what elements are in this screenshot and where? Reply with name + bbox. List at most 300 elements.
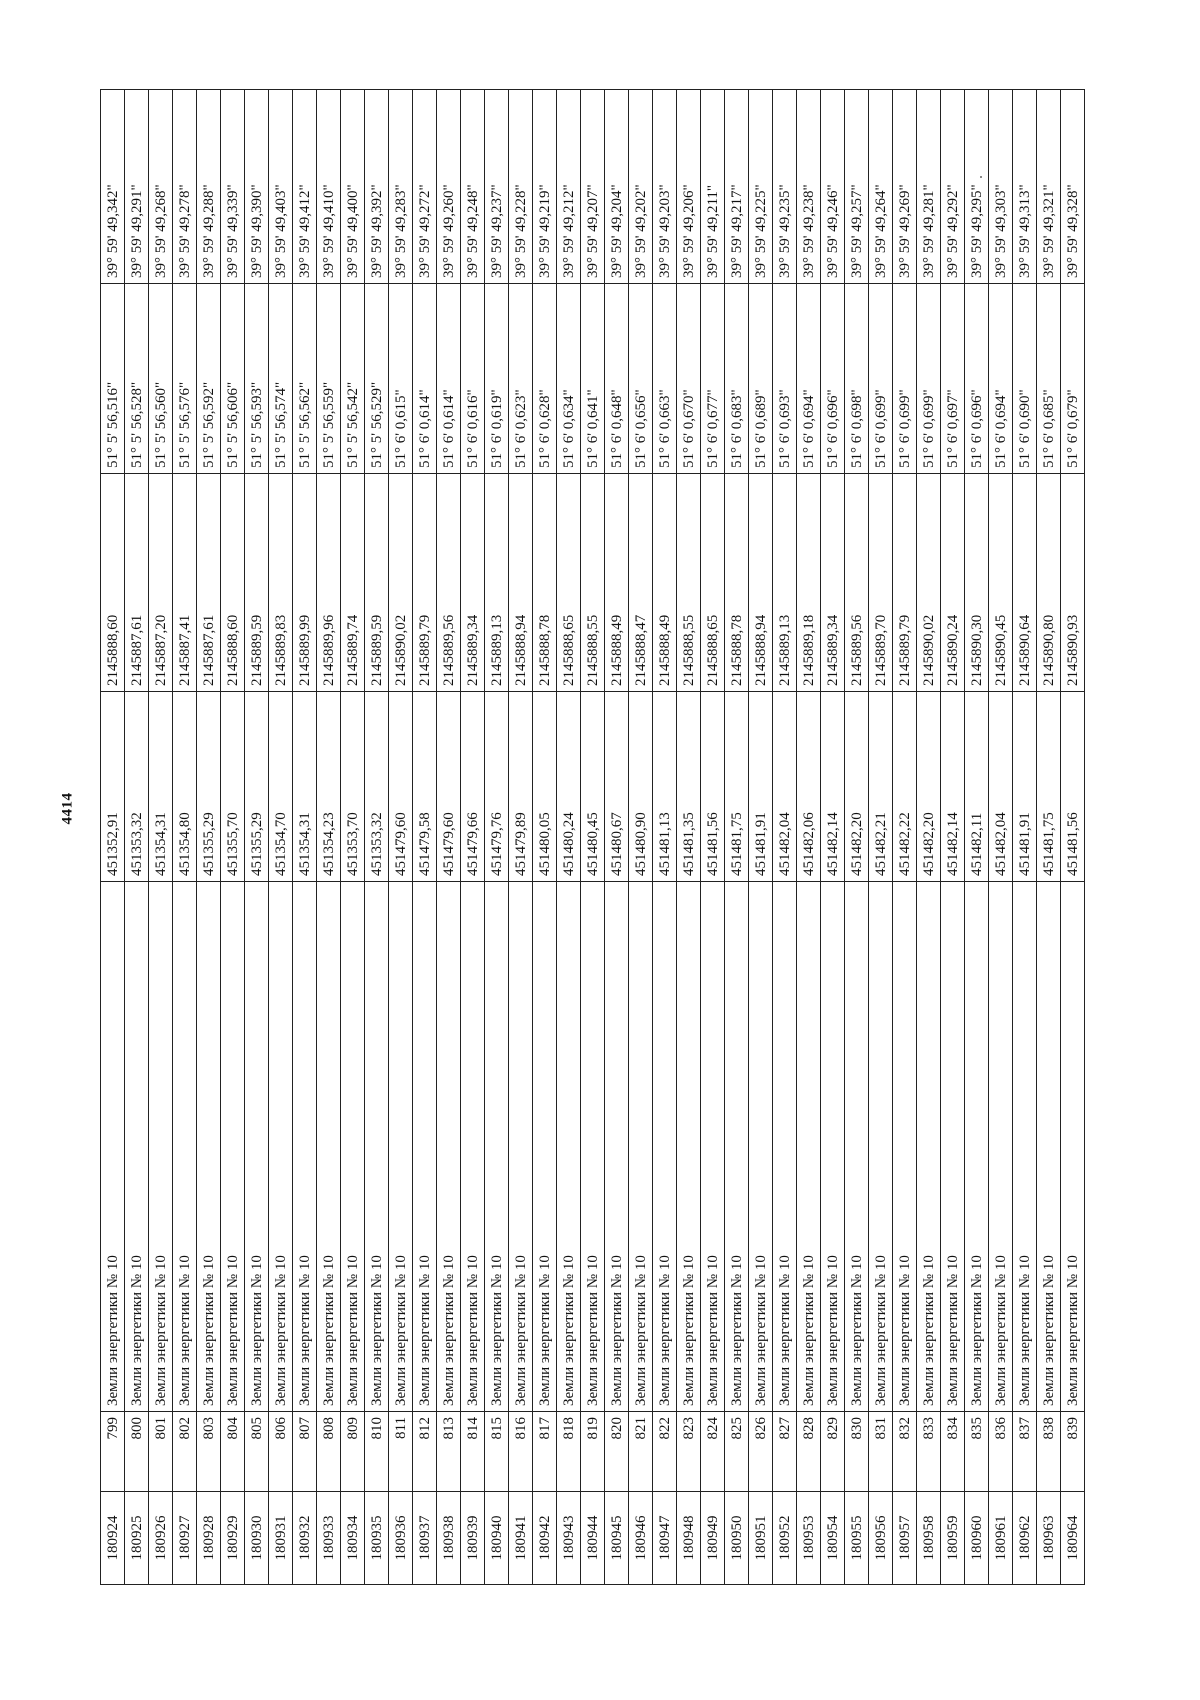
- y-coordinate-cell: 2145888,49: [605, 474, 629, 692]
- point-number-cell: 812: [413, 1412, 437, 1492]
- point-number-cell: 805: [245, 1412, 269, 1492]
- point-id-cell: 180942: [533, 1492, 557, 1585]
- land-category-cell: Земли энергетики № 10: [965, 882, 989, 1412]
- point-number-cell: 822: [653, 1412, 677, 1492]
- latitude-cell: 51° 5' 56,529": [365, 284, 389, 474]
- x-coordinate-cell: 451482,04: [989, 692, 1013, 882]
- point-id-cell: 180925: [125, 1492, 149, 1585]
- latitude-cell: 51° 6' 0,685": [1037, 284, 1061, 474]
- point-id-cell: 180945: [605, 1492, 629, 1585]
- y-coordinate-cell: 2145888,60: [101, 474, 125, 692]
- latitude-cell: 51° 6' 0,641": [581, 284, 605, 474]
- longitude-cell: 39° 59' 49,269": [893, 90, 917, 284]
- land-category-cell: Земли энергетики № 10: [869, 882, 893, 1412]
- x-coordinate-cell: 451482,04: [773, 692, 797, 882]
- longitude-cell: 39° 59' 49,400": [341, 90, 365, 284]
- point-id-cell: 180951: [749, 1492, 773, 1585]
- point-number-cell: 830: [845, 1412, 869, 1492]
- longitude-cell: 39° 59' 49,257": [845, 90, 869, 284]
- point-number-cell: 814: [461, 1412, 485, 1492]
- longitude-cell: 39° 59' 49,238": [797, 90, 821, 284]
- longitude-cell: 39° 59' 49,392": [365, 90, 389, 284]
- latitude-cell: 51° 6' 0,699": [917, 284, 941, 474]
- longitude-cell: 39° 59' 49,283": [389, 90, 413, 284]
- latitude-cell: 51° 5' 56,560": [149, 284, 173, 474]
- x-coordinate-cell: 451482,14: [941, 692, 965, 882]
- land-category-cell: Земли энергетики № 10: [941, 882, 965, 1412]
- land-category-cell: Земли энергетики № 10: [533, 882, 557, 1412]
- x-coordinate-cell: 451481,75: [725, 692, 749, 882]
- point-id-cell: 180926: [149, 1492, 173, 1585]
- point-number-cell: 807: [293, 1412, 317, 1492]
- y-coordinate-cell: 2145887,61: [125, 474, 149, 692]
- x-coordinate-cell: 451354,70: [269, 692, 293, 882]
- land-category-cell: Земли энергетики № 10: [293, 882, 317, 1412]
- x-coordinate-cell: 451354,23: [317, 692, 341, 882]
- land-category-cell: Земли энергетики № 10: [749, 882, 773, 1412]
- latitude-cell: 51° 6' 0,648": [605, 284, 629, 474]
- y-coordinate-cell: 2145888,55: [677, 474, 701, 692]
- x-coordinate-cell: 451354,80: [173, 692, 197, 882]
- land-category-cell: Земли энергетики № 10: [173, 882, 197, 1412]
- point-number-cell: 817: [533, 1412, 557, 1492]
- latitude-cell: 51° 5' 56,562": [293, 284, 317, 474]
- point-id-cell: 180955: [845, 1492, 869, 1585]
- point-id-cell: 180946: [629, 1492, 653, 1585]
- land-category-cell: Земли энергетики № 10: [557, 882, 581, 1412]
- latitude-cell: 51° 5' 56,592": [197, 284, 221, 474]
- y-coordinate-cell: 2145888,65: [557, 474, 581, 692]
- y-coordinate-cell: 2145888,65: [701, 474, 725, 692]
- x-coordinate-cell: 451355,29: [245, 692, 269, 882]
- land-category-cell: Земли энергетики № 10: [125, 882, 149, 1412]
- point-id-cell: 180939: [461, 1492, 485, 1585]
- longitude-cell: 39° 59' 49,225": [749, 90, 773, 284]
- point-number-cell: 821: [629, 1412, 653, 1492]
- point-id-cell: 180938: [437, 1492, 461, 1585]
- table-row: [845, 90, 869, 1585]
- land-category-cell: Земли энергетики № 10: [725, 882, 749, 1412]
- latitude-cell: 51° 6' 0,614": [413, 284, 437, 474]
- table-row: [341, 90, 365, 1585]
- latitude-cell: 51° 5' 56,516": [101, 284, 125, 474]
- latitude-cell: 51° 6' 0,697": [941, 284, 965, 474]
- latitude-cell: 51° 6' 0,614": [437, 284, 461, 474]
- y-coordinate-cell: 2145890,02: [389, 474, 413, 692]
- longitude-cell: 39° 59' 49,412": [293, 90, 317, 284]
- latitude-cell: 51° 6' 0,656": [629, 284, 653, 474]
- longitude-cell: 39° 59' 49,410": [317, 90, 341, 284]
- coordinates-table: [100, 89, 1085, 1585]
- point-number-cell: 800: [125, 1412, 149, 1492]
- y-coordinate-cell: 2145888,60: [221, 474, 245, 692]
- latitude-cell: 51° 6' 0,696": [965, 284, 989, 474]
- x-coordinate-cell: 451353,32: [125, 692, 149, 882]
- point-number-cell: 806: [269, 1412, 293, 1492]
- land-category-cell: Земли энергетики № 10: [149, 882, 173, 1412]
- latitude-cell: 51° 6' 0,698": [845, 284, 869, 474]
- longitude-cell: 39° 59' 49,292": [941, 90, 965, 284]
- longitude-cell: 39° 59' 49,235": [773, 90, 797, 284]
- land-category-cell: Земли энергетики № 10: [413, 882, 437, 1412]
- latitude-cell: 51° 6' 0,634": [557, 284, 581, 474]
- land-category-cell: Земли энергетики № 10: [845, 882, 869, 1412]
- latitude-cell: 51° 6' 0,699": [869, 284, 893, 474]
- y-coordinate-cell: 2145890,02: [917, 474, 941, 692]
- land-category-cell: Земли энергетики № 10: [1037, 882, 1061, 1412]
- y-coordinate-cell: 2145890,24: [941, 474, 965, 692]
- y-coordinate-cell: 2145889,13: [485, 474, 509, 692]
- point-number-cell: 831: [869, 1412, 893, 1492]
- x-coordinate-cell: 451481,35: [677, 692, 701, 882]
- table-row: [725, 90, 749, 1585]
- x-coordinate-cell: 451481,56: [1061, 692, 1085, 882]
- point-id-cell: 180948: [677, 1492, 701, 1585]
- table-row: [965, 90, 989, 1585]
- x-coordinate-cell: 451479,58: [413, 692, 437, 882]
- x-coordinate-cell: 451480,90: [629, 692, 653, 882]
- longitude-cell: 39° 59' 49,248": [461, 90, 485, 284]
- land-category-cell: Земли энергетики № 10: [1061, 882, 1085, 1412]
- point-number-cell: 828: [797, 1412, 821, 1492]
- table-row: [869, 90, 893, 1585]
- x-coordinate-cell: 451355,29: [197, 692, 221, 882]
- x-coordinate-cell: 451480,05: [533, 692, 557, 882]
- point-number-cell: 825: [725, 1412, 749, 1492]
- point-number-cell: 837: [1013, 1412, 1037, 1492]
- table-row: [485, 90, 509, 1585]
- longitude-cell: 39° 59' 49,212": [557, 90, 581, 284]
- point-number-cell: 834: [941, 1412, 965, 1492]
- point-id-cell: 180962: [1013, 1492, 1037, 1585]
- rotated-table-frame: [100, 90, 1081, 1585]
- latitude-cell: 51° 5' 56,528": [125, 284, 149, 474]
- longitude-cell: 39° 59' 49,203": [653, 90, 677, 284]
- longitude-cell: 39° 59' 49,342": [101, 90, 125, 284]
- latitude-cell: 51° 6' 0,615": [389, 284, 413, 474]
- x-coordinate-cell: 451479,89: [509, 692, 533, 882]
- y-coordinate-cell: 2145889,59: [245, 474, 269, 692]
- table-row: [917, 90, 941, 1585]
- x-coordinate-cell: 451480,45: [581, 692, 605, 882]
- point-number-cell: 810: [365, 1412, 389, 1492]
- longitude-cell: 39° 59' 49,211": [701, 90, 725, 284]
- latitude-cell: 51° 6' 0,683": [725, 284, 749, 474]
- point-number-cell: 815: [485, 1412, 509, 1492]
- longitude-cell: 39° 59' 49,288": [197, 90, 221, 284]
- point-number-cell: 811: [389, 1412, 413, 1492]
- latitude-cell: 51° 6' 0,694": [797, 284, 821, 474]
- point-id-cell: 180958: [917, 1492, 941, 1585]
- point-id-cell: 180950: [725, 1492, 749, 1585]
- longitude-cell: 39° 59' 49,291": [125, 90, 149, 284]
- longitude-cell: 39° 59' 49,295": [965, 90, 989, 284]
- y-coordinate-cell: 2145889,70: [869, 474, 893, 692]
- point-id-cell: 180949: [701, 1492, 725, 1585]
- longitude-cell: 39° 59' 49,237": [485, 90, 509, 284]
- y-coordinate-cell: 2145889,59: [365, 474, 389, 692]
- x-coordinate-cell: 451482,14: [821, 692, 845, 882]
- table-row: [797, 90, 821, 1585]
- longitude-cell: 39° 59' 49,260": [437, 90, 461, 284]
- x-coordinate-cell: 451482,20: [845, 692, 869, 882]
- y-coordinate-cell: 2145890,64: [1013, 474, 1037, 692]
- latitude-cell: 51° 6' 0,670": [677, 284, 701, 474]
- x-coordinate-cell: 451354,31: [293, 692, 317, 882]
- table-row: [101, 90, 125, 1585]
- point-number-cell: 829: [821, 1412, 845, 1492]
- longitude-cell: 39° 59' 49,281": [917, 90, 941, 284]
- y-coordinate-cell: 2145888,78: [725, 474, 749, 692]
- x-coordinate-cell: 451481,75: [1037, 692, 1061, 882]
- land-category-cell: Земли энергетики № 10: [245, 882, 269, 1412]
- table-row: [989, 90, 1013, 1585]
- point-id-cell: 180952: [773, 1492, 797, 1585]
- longitude-cell: 39° 59' 49,207": [581, 90, 605, 284]
- x-coordinate-cell: 451481,56: [701, 692, 725, 882]
- table-row: [581, 90, 605, 1585]
- y-coordinate-cell: 2145888,49: [653, 474, 677, 692]
- y-coordinate-cell: 2145888,78: [533, 474, 557, 692]
- longitude-cell: 39° 59' 49,204": [605, 90, 629, 284]
- land-category-cell: Земли энергетики № 10: [317, 882, 341, 1412]
- y-coordinate-cell: 2145889,13: [773, 474, 797, 692]
- x-coordinate-cell: 451480,67: [605, 692, 629, 882]
- land-category-cell: Земли энергетики № 10: [101, 882, 125, 1412]
- point-id-cell: 180932: [293, 1492, 317, 1585]
- table-body: [101, 90, 1085, 1585]
- table-row: [629, 90, 653, 1585]
- land-category-cell: Земли энергетики № 10: [509, 882, 533, 1412]
- y-coordinate-cell: 2145890,45: [989, 474, 1013, 692]
- point-number-cell: 827: [773, 1412, 797, 1492]
- land-category-cell: Земли энергетики № 10: [389, 882, 413, 1412]
- table-row: [1037, 90, 1061, 1585]
- longitude-cell: 39° 59' 49,228": [509, 90, 533, 284]
- longitude-cell: 39° 59' 49,278": [173, 90, 197, 284]
- x-coordinate-cell: 451479,76: [485, 692, 509, 882]
- x-coordinate-cell: 451354,31: [149, 692, 173, 882]
- table-row: [149, 90, 173, 1585]
- land-category-cell: Земли энергетики № 10: [989, 882, 1013, 1412]
- longitude-cell: 39° 59' 49,202": [629, 90, 653, 284]
- latitude-cell: 51° 6' 0,690": [1013, 284, 1037, 474]
- table-row: [197, 90, 221, 1585]
- point-id-cell: 180935: [365, 1492, 389, 1585]
- table-row: [389, 90, 413, 1585]
- y-coordinate-cell: 2145889,18: [797, 474, 821, 692]
- latitude-cell: 51° 5' 56,576": [173, 284, 197, 474]
- land-category-cell: Земли энергетики № 10: [197, 882, 221, 1412]
- longitude-cell: 39° 59' 49,272": [413, 90, 437, 284]
- land-category-cell: Земли энергетики № 10: [341, 882, 365, 1412]
- point-id-cell: 180933: [317, 1492, 341, 1585]
- latitude-cell: 51° 6' 0,616": [461, 284, 485, 474]
- y-coordinate-cell: 2145889,96: [317, 474, 341, 692]
- point-number-cell: 808: [317, 1412, 341, 1492]
- point-id-cell: 180944: [581, 1492, 605, 1585]
- y-coordinate-cell: 2145889,74: [341, 474, 365, 692]
- point-number-cell: 832: [893, 1412, 917, 1492]
- point-number-cell: 802: [173, 1412, 197, 1492]
- latitude-cell: 51° 5' 56,606": [221, 284, 245, 474]
- y-coordinate-cell: 2145887,41: [173, 474, 197, 692]
- table-row: [509, 90, 533, 1585]
- x-coordinate-cell: 451481,91: [749, 692, 773, 882]
- table-row: [437, 90, 461, 1585]
- x-coordinate-cell: 451481,91: [1013, 692, 1037, 882]
- point-id-cell: 180927: [173, 1492, 197, 1585]
- x-coordinate-cell: 451479,60: [389, 692, 413, 882]
- table-row: [173, 90, 197, 1585]
- longitude-cell: 39° 59' 49,303": [989, 90, 1013, 284]
- longitude-cell: 39° 59' 49,206": [677, 90, 701, 284]
- point-id-cell: 180928: [197, 1492, 221, 1585]
- longitude-cell: 39° 59' 49,246": [821, 90, 845, 284]
- point-id-cell: 180924: [101, 1492, 125, 1585]
- table-row: [1013, 90, 1037, 1585]
- point-id-cell: 180947: [653, 1492, 677, 1585]
- land-category-cell: Земли энергетики № 10: [893, 882, 917, 1412]
- point-number-cell: 809: [341, 1412, 365, 1492]
- latitude-cell: 51° 6' 0,623": [509, 284, 533, 474]
- y-coordinate-cell: 2145889,99: [293, 474, 317, 692]
- latitude-cell: 51° 6' 0,677": [701, 284, 725, 474]
- land-category-cell: Земли энергетики № 10: [269, 882, 293, 1412]
- y-coordinate-cell: 2145887,61: [197, 474, 221, 692]
- table-row: [293, 90, 317, 1585]
- point-id-cell: 180963: [1037, 1492, 1061, 1585]
- table-row: [893, 90, 917, 1585]
- y-coordinate-cell: 2145888,55: [581, 474, 605, 692]
- longitude-cell: 39° 59' 49,217": [725, 90, 749, 284]
- point-number-cell: 799: [101, 1412, 125, 1492]
- table-row: [701, 90, 725, 1585]
- page-number: 4414: [59, 792, 76, 825]
- point-number-cell: 824: [701, 1412, 725, 1492]
- y-coordinate-cell: 2145889,79: [893, 474, 917, 692]
- point-id-cell: 180936: [389, 1492, 413, 1585]
- x-coordinate-cell: 451479,60: [437, 692, 461, 882]
- table-row: [317, 90, 341, 1585]
- coordinates-table-container: [100, 90, 1081, 1585]
- x-coordinate-cell: 451482,11: [965, 692, 989, 882]
- latitude-cell: 51° 6' 0,699": [893, 284, 917, 474]
- y-coordinate-cell: 2145889,56: [845, 474, 869, 692]
- x-coordinate-cell: 451479,66: [461, 692, 485, 882]
- table-row: [941, 90, 965, 1585]
- table-row: [413, 90, 437, 1585]
- y-coordinate-cell: 2145888,94: [749, 474, 773, 692]
- latitude-cell: 51° 5' 56,593": [245, 284, 269, 474]
- point-number-cell: 838: [1037, 1412, 1061, 1492]
- land-category-cell: Земли энергетики № 10: [773, 882, 797, 1412]
- longitude-cell: 39° 59' 49,268": [149, 90, 173, 284]
- latitude-cell: 51° 6' 0,628": [533, 284, 557, 474]
- table-row: [773, 90, 797, 1585]
- x-coordinate-cell: 451482,21: [869, 692, 893, 882]
- table-row: [605, 90, 629, 1585]
- point-id-cell: 180929: [221, 1492, 245, 1585]
- point-number-cell: 801: [149, 1412, 173, 1492]
- table-row: [125, 90, 149, 1585]
- table-row: [821, 90, 845, 1585]
- latitude-cell: 51° 6' 0,679": [1061, 284, 1085, 474]
- point-number-cell: 820: [605, 1412, 629, 1492]
- latitude-cell: 51° 5' 56,574": [269, 284, 293, 474]
- land-category-cell: Земли энергетики № 10: [917, 882, 941, 1412]
- land-category-cell: Земли энергетики № 10: [797, 882, 821, 1412]
- point-id-cell: 180964: [1061, 1492, 1085, 1585]
- table-row: [269, 90, 293, 1585]
- point-number-cell: 839: [1061, 1412, 1085, 1492]
- point-id-cell: 180943: [557, 1492, 581, 1585]
- latitude-cell: 51° 6' 0,696": [821, 284, 845, 474]
- latitude-cell: 51° 6' 0,689": [749, 284, 773, 474]
- table-row: [677, 90, 701, 1585]
- x-coordinate-cell: 451353,70: [341, 692, 365, 882]
- longitude-cell: 39° 59' 49,264": [869, 90, 893, 284]
- latitude-cell: 51° 6' 0,619": [485, 284, 509, 474]
- point-id-cell: 180960: [965, 1492, 989, 1585]
- point-id-cell: 180957: [893, 1492, 917, 1585]
- point-number-cell: 816: [509, 1412, 533, 1492]
- y-coordinate-cell: 2145890,30: [965, 474, 989, 692]
- point-number-cell: 804: [221, 1412, 245, 1492]
- point-number-cell: 833: [917, 1412, 941, 1492]
- point-id-cell: 180940: [485, 1492, 509, 1585]
- point-number-cell: 823: [677, 1412, 701, 1492]
- land-category-cell: Земли энергетики № 10: [581, 882, 605, 1412]
- land-category-cell: Земли энергетики № 10: [653, 882, 677, 1412]
- table-row: [221, 90, 245, 1585]
- latitude-cell: 51° 5' 56,559": [317, 284, 341, 474]
- y-coordinate-cell: 2145888,47: [629, 474, 653, 692]
- point-number-cell: 818: [557, 1412, 581, 1492]
- y-coordinate-cell: 2145890,93: [1061, 474, 1085, 692]
- longitude-cell: 39° 59' 49,328": [1061, 90, 1085, 284]
- x-coordinate-cell: 451482,22: [893, 692, 917, 882]
- point-id-cell: 180961: [989, 1492, 1013, 1585]
- point-id-cell: 180931: [269, 1492, 293, 1585]
- point-id-cell: 180941: [509, 1492, 533, 1585]
- land-category-cell: Земли энергетики № 10: [485, 882, 509, 1412]
- latitude-cell: 51° 5' 56,542": [341, 284, 365, 474]
- point-id-cell: 180953: [797, 1492, 821, 1585]
- table-row: [245, 90, 269, 1585]
- land-category-cell: Земли энергетики № 10: [1013, 882, 1037, 1412]
- land-category-cell: Земли энергетики № 10: [461, 882, 485, 1412]
- y-coordinate-cell: 2145889,34: [461, 474, 485, 692]
- table-row: [365, 90, 389, 1585]
- land-category-cell: Земли энергетики № 10: [365, 882, 389, 1412]
- x-coordinate-cell: 451482,20: [917, 692, 941, 882]
- point-number-cell: 813: [437, 1412, 461, 1492]
- x-coordinate-cell: 451480,24: [557, 692, 581, 882]
- table-row: [461, 90, 485, 1585]
- point-number-cell: 836: [989, 1412, 1013, 1492]
- table-row: [1061, 90, 1085, 1585]
- table-row: [653, 90, 677, 1585]
- point-id-cell: 180937: [413, 1492, 437, 1585]
- y-coordinate-cell: 2145888,94: [509, 474, 533, 692]
- longitude-cell: 39° 59' 49,219": [533, 90, 557, 284]
- x-coordinate-cell: 451482,06: [797, 692, 821, 882]
- y-coordinate-cell: 2145889,79: [413, 474, 437, 692]
- land-category-cell: Земли энергетики № 10: [701, 882, 725, 1412]
- y-coordinate-cell: 2145889,56: [437, 474, 461, 692]
- land-category-cell: Земли энергетики № 10: [629, 882, 653, 1412]
